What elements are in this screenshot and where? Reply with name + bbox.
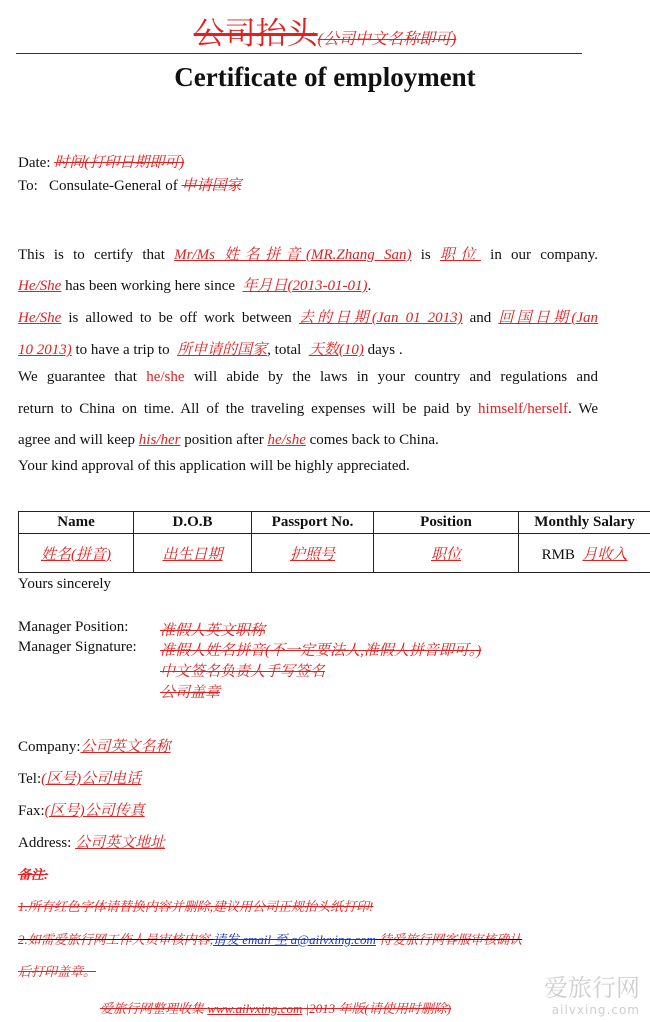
- footer-text: |2013 年版(请使用时删除): [302, 1001, 452, 1016]
- table-dob-placeholder: 出生日期: [162, 546, 223, 563]
- date-line: [18, 151, 184, 172]
- contact-email-link[interactable]: 请发 email 至 a@ailvxing.com: [213, 932, 376, 947]
- body-line-6: [18, 401, 598, 418]
- salary-currency: RMB: [541, 546, 575, 563]
- tel-label: Tel:: [18, 771, 42, 787]
- body-text: to have a trip to: [75, 342, 170, 358]
- body-text: .: [367, 278, 372, 294]
- to-line: [18, 174, 242, 195]
- body-text: position after: [184, 432, 264, 448]
- return-date-placeholder: 回国日期(Jan: [498, 310, 599, 326]
- body-line-1: [18, 243, 598, 264]
- pronoun-placeholder: he/she: [267, 432, 306, 448]
- body-line-4: [18, 338, 403, 359]
- tel-placeholder: (区号)公司电话: [41, 771, 142, 787]
- table-header-cell: Position: [374, 512, 519, 534]
- note-2-text: 待爱旅行网客服审核确认: [375, 932, 523, 947]
- manager-signature-label: Manager Signature:: [18, 639, 137, 655]
- closing-yours: Yours sincerely: [18, 576, 112, 592]
- letterhead-divider: [16, 53, 582, 54]
- body-text: This is to certify that: [18, 247, 165, 263]
- pronoun-placeholder: he/she: [146, 369, 185, 385]
- body-text: . We: [568, 401, 599, 417]
- manager-signature-value: 准假人姓名拼音(不一定要法人,准假人拼音即可。): [160, 643, 482, 659]
- company-seal-note: 公司盖章: [160, 685, 221, 701]
- body-line-2: [18, 274, 371, 295]
- footer-link[interactable]: www.ailvxing.com: [207, 1001, 303, 1016]
- table-name-placeholder: 姓名(拼音): [41, 546, 111, 563]
- note-3: 后打印盖章。: [18, 964, 97, 979]
- notes-title: 备注:: [18, 867, 49, 882]
- body-text: , total: [267, 342, 302, 358]
- body-text: days .: [367, 342, 403, 358]
- employee-info-table: [18, 511, 650, 573]
- address-label: Address:: [18, 835, 72, 851]
- company-label: Company:: [18, 739, 81, 755]
- address-placeholder: 公司英文地址: [75, 835, 166, 851]
- fax-line: [18, 799, 145, 820]
- table-header-cell: Name: [19, 512, 134, 534]
- pronoun-placeholder: He/She: [18, 278, 62, 294]
- footer-text: 爱旅行网整理收集: [100, 1001, 208, 1016]
- body-text: return to China on time. All of the traveling expenses will be paid by: [18, 401, 472, 417]
- body-text: comes back to China.: [309, 432, 439, 448]
- body-text: is allowed to be off work between: [68, 310, 292, 326]
- fax-placeholder: (区号)公司传真: [44, 803, 145, 819]
- table-position-placeholder: 职位: [430, 546, 461, 563]
- fax-label: Fax:: [18, 803, 45, 819]
- watermark-url: ailvxing.com: [551, 1003, 640, 1017]
- body-text: We guarantee that: [18, 369, 137, 385]
- departure-date-placeholder: 去的日期(Jan 01 2013): [298, 310, 463, 326]
- footer-note: [100, 998, 451, 1017]
- table-salary-placeholder: 月收入: [582, 546, 628, 563]
- start-date-placeholder: 年月日(2013-01-01): [242, 278, 368, 294]
- to-text: Consulate-General of: [49, 178, 178, 194]
- letterhead: [0, 8, 650, 53]
- body-text: is: [420, 247, 431, 263]
- manager-position-label: Manager Position:: [18, 619, 129, 635]
- date-value: 时间(打印日期即可): [54, 155, 185, 171]
- table-row: [19, 534, 650, 573]
- pronoun-placeholder: his/her: [138, 432, 181, 448]
- return-date-placeholder-cont: 10 2013): [18, 342, 72, 358]
- pronoun-placeholder: himself/herself: [478, 401, 569, 417]
- tel-line: [18, 767, 141, 788]
- body-text: will abide by the laws in your country and regulations and: [193, 369, 599, 385]
- body-text: in our company.: [490, 247, 599, 263]
- note-2: [18, 929, 522, 948]
- table-header-row: [19, 512, 650, 534]
- watermark-logo: [544, 968, 640, 1017]
- pronoun-placeholder: He/She: [18, 310, 62, 326]
- destination-country-placeholder: 所申请的国家: [177, 342, 268, 358]
- date-label: Date:: [18, 155, 51, 171]
- body-line-5: [18, 369, 598, 386]
- table-passport-placeholder: 护照号: [289, 546, 335, 563]
- manager-position-value: 准假人英文职称: [160, 623, 266, 639]
- company-letterhead: 公司抬头: [193, 16, 318, 52]
- body-text: agree and will keep: [18, 432, 136, 448]
- body-text: has been working here since: [65, 278, 236, 294]
- body-line-7: [18, 432, 439, 449]
- address-line: [18, 831, 165, 852]
- manager-handwritten-signature-note: 中文签名负责人手写签名: [160, 664, 326, 680]
- document-title: Certificate of employment: [174, 62, 476, 92]
- body-line-8: Your kind approval of this application will be highly appreciated.: [18, 458, 410, 474]
- trip-days-placeholder: 天数(10): [308, 342, 364, 358]
- watermark-brand: 爱旅行网: [544, 974, 640, 1002]
- to-label: To:: [18, 178, 38, 194]
- body-text: and: [469, 310, 492, 326]
- table-header-cell: D.O.B: [134, 512, 252, 534]
- company-line: [18, 735, 171, 756]
- table-header-cell: Monthly Salary: [519, 512, 650, 534]
- note-1: 1.所有红色字体请替换内容并删除,建议用公司正规抬头纸打印!: [18, 899, 374, 914]
- body-line-3: [18, 306, 598, 327]
- employee-position-placeholder: 职位: [439, 247, 481, 263]
- table-header-cell: Passport No.: [252, 512, 374, 534]
- company-name-placeholder: 公司英文名称: [80, 739, 171, 755]
- employee-name-placeholder: Mr/Ms 姓名拼音(MR.Zhang San): [174, 247, 412, 263]
- company-letterhead-hint: (公司中文名称即可): [317, 31, 457, 48]
- to-country: 申请国家: [181, 178, 242, 194]
- note-2-text: 2.如需爱旅行网工作人员审核内容,: [18, 932, 214, 947]
